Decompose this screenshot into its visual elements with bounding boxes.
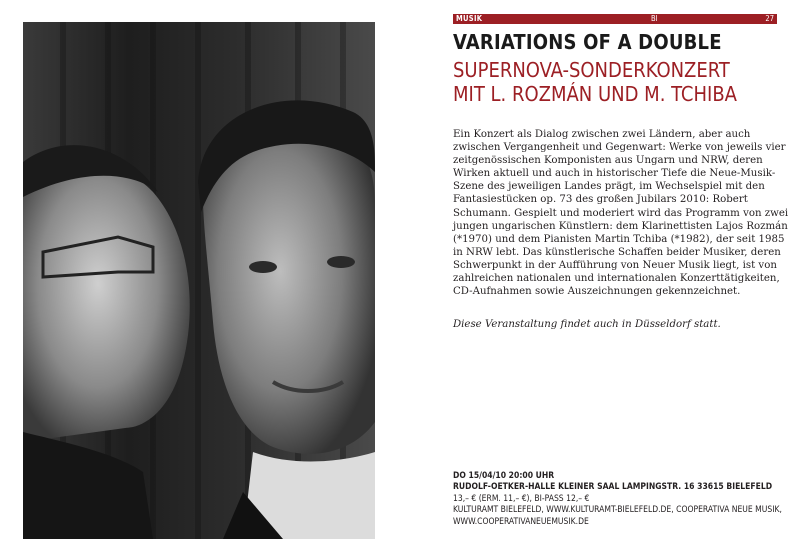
event-organizer: KULTURAMT BIELEFELD, WWW.KULTURAMT-BIELEFELD.DE, COOPERATIVA NEUE MUSIK, WWW.COOPERATIVANEUEMUSIK.DE [453, 505, 782, 527]
event-subtitle [453, 58, 793, 106]
section-header-bar [453, 14, 777, 24]
event-venue: RUDOLF-OETKER-HALLE KLEINER SAAL LAMPINGSTR. 16 33615 BIELEFELD [453, 482, 773, 493]
musicians-photo [23, 22, 375, 539]
event-details [453, 471, 798, 528]
event-description: Ein Konzert als Dialog zwischen zwei Ländern, aber auch zwischen Vergangenheit und Gegenwart: Werke von jeweils vier zeitgenössischen Komponisten aus Ungarn und NRW, deren Wirken aktuell und auch in historischer Tiefe die Neue-Musik-Szene des jeweiligen Landes prägt, im Wechselspiel mit den Fantasiestücken op. 73 des großen Jubilars 2010: Robert Schumann. Gespielt und moderiert wird das Programm von zwei jungen ungarischen Künstlern: dem Klarinettisten Lajos Rozmán (*1970) und dem Pianisten Martin Tchiba (*1982), der seit 1985 in NRW lebt. Das künstlerische Schaffen beider Musiker, deren Schwerpunkt in der Aufführung von Neuer Musik liegt, ist von zahlreichen nationalen und internationalen Konzerttätigkeiten, CD-Aufnahmen sowie Auszeichnungen gekennzeichnet. [453, 129, 789, 298]
event-title: VARIATIONS OF A DOUBLE [453, 30, 722, 54]
section-label: MUSIK [456, 14, 483, 23]
event-prices: 13,– € (ERM. 11,– €), BI-PASS 12,– € [453, 493, 590, 504]
event-note: Diese Veranstaltung findet auch in Düsseldorf statt. [453, 319, 721, 330]
page-number: 27 [765, 14, 774, 23]
event-date-time: DO 15/04/10 20:00 UHR [453, 471, 555, 481]
city-code: BI [651, 14, 658, 23]
subtitle-line: SUPERNOVA-SONDERKONZERT [453, 58, 730, 82]
subtitle-line: MIT L. ROZMÁN UND M. TCHIBA [453, 82, 737, 106]
